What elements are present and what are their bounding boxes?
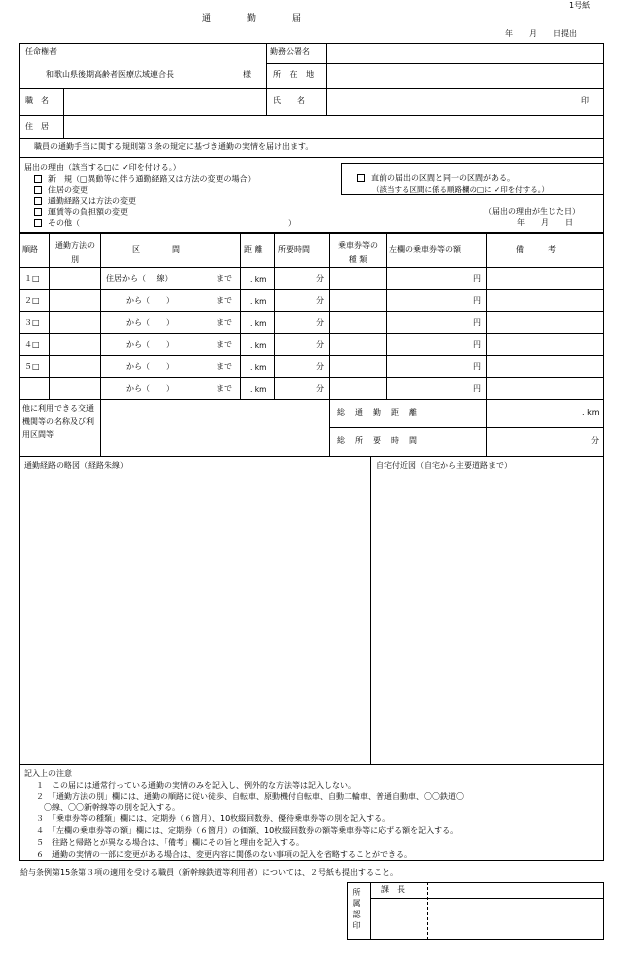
row-min: 分 — [316, 318, 324, 327]
row-yen: 円 — [473, 340, 481, 349]
total-time-unit: 分 — [591, 436, 599, 445]
row-from: から（ ） — [126, 296, 174, 305]
submission-date: 年 月 日提出 — [505, 29, 577, 38]
notes-heading: 記入上の注意 — [24, 769, 72, 778]
position-label: 職 名 — [25, 96, 49, 105]
row-to: まで — [216, 340, 232, 349]
row-order[interactable]: ５□ — [24, 362, 40, 371]
note-item: ５ 往路と帰路とが異なる場合は、「備考」欄にその旨と理由を記入する。 — [36, 838, 304, 847]
checkbox[interactable] — [34, 197, 42, 205]
row-min: 分 — [316, 274, 324, 283]
address-label: 住 居 — [25, 122, 49, 131]
checkbox[interactable] — [34, 175, 42, 183]
row-yen: 円 — [473, 362, 481, 371]
row-from: から（ ） — [126, 340, 174, 349]
office-location-label: 所 在 地 — [273, 70, 318, 79]
row-min: 分 — [316, 362, 324, 371]
row-km: . km — [250, 363, 267, 372]
header-remarks: 備 考 — [516, 245, 556, 254]
header-distance: 距 離 — [244, 245, 263, 254]
row-order[interactable]: ３□ — [24, 318, 40, 327]
home-map-label: 自宅付近図（自宅から主要道路まで） — [376, 461, 512, 470]
name-label: 氏 名 — [273, 96, 305, 105]
total-distance-label: 総 通 勤 距 離 — [337, 408, 418, 417]
note-item: ４ 「左欄の乗車券等の額」欄には、定期券（６箇月）の価額、10枚綴回数券の額等乗車券等に応ずる額を記入する。 — [36, 826, 459, 835]
row-km: . km — [250, 385, 267, 394]
row-to: まで — [216, 296, 232, 305]
route-map-label: 通勤経路の略図（経路朱線） — [24, 461, 128, 470]
row-min: 分 — [316, 340, 324, 349]
row-order[interactable]: ２□ — [24, 296, 40, 305]
total-time-label: 総 所 要 時 間 — [337, 436, 418, 445]
note-item: ３ 「乗車券等の種類」欄には、定期券（６箇月）、10枚綴回数券、優待乗車券等の別を記入する。 — [36, 814, 391, 823]
row-to: まで — [216, 274, 232, 283]
row-yen: 円 — [473, 384, 481, 393]
header-order: 順路 — [22, 245, 38, 254]
row-yen: 円 — [473, 318, 481, 327]
row-min: 分 — [316, 384, 324, 393]
note-item: １ この届には通常行っている通勤の実情のみを記入し、例外的な方法等は記入しない。 — [36, 781, 356, 790]
total-distance-unit: . km — [582, 408, 600, 417]
page-title: 通 勤 届 — [202, 14, 302, 24]
row-yen: 円 — [473, 274, 481, 283]
header-section: 区 間 — [132, 245, 180, 254]
row-km: . km — [250, 319, 267, 328]
declaration-text: 職員の通勤手当に関する規則第３条の規定に基づき通勤の実情を届け出ます。 — [34, 142, 314, 151]
appointer-honorific: 様 — [243, 70, 251, 79]
reason-item-route: 通勤経路又は方法の変更 — [34, 197, 136, 206]
reason-item-residence: 住居の変更 — [34, 186, 88, 195]
reason-item-other: その他（ ） — [34, 219, 296, 228]
header-ticket: 乗車券等の 種 類 — [338, 241, 378, 264]
note-item: ６ 通勤の実情の一部に変更がある場合は、変更内容に関係のない事項の記入を省略することができる。 — [36, 850, 412, 859]
form-number: 1号紙 — [569, 1, 591, 10]
seal-mark: 印 — [581, 96, 589, 105]
row-km: . km — [250, 297, 267, 306]
row-from: 住居から（ 線） — [106, 274, 173, 283]
row-order[interactable]: １□ — [24, 274, 40, 283]
row-from: から（ ） — [126, 384, 174, 393]
row-km: . km — [250, 275, 267, 284]
header-method: 通勤方法の 別 — [55, 241, 103, 264]
header-time: 所要時間 — [278, 245, 310, 254]
note-item: ２ 「通勤方法の別」欄には、通勤の順路に従い徒歩、自転車、原動機付自転車、自動二輪車、普通自動車、〇〇鉄道〇 — [36, 792, 464, 801]
checkbox[interactable] — [34, 186, 42, 194]
row-to: まで — [216, 384, 232, 393]
reason-item-new: 新 規（□異動等に伴う通勤経路又は方法の変更の場合） — [34, 175, 256, 184]
reason-item-fare: 運賃等の負担額の変更 — [34, 208, 128, 217]
row-yen: 円 — [473, 296, 481, 305]
office-name-label: 勤務公署名 — [270, 47, 310, 56]
header-amount: 左欄の乗車券等の額 — [389, 245, 461, 254]
row-km: . km — [250, 341, 267, 350]
row-to: まで — [216, 362, 232, 371]
appointer-name: 和歌山県後期高齢者医療広域連合長 — [46, 70, 174, 79]
row-from: から（ ） — [126, 318, 174, 327]
note-item: 〇線、〇〇新幹線等の別を記入する。 — [36, 803, 180, 812]
occurrence-label: （届出の理由が生じた日） — [484, 207, 580, 216]
checkbox[interactable] — [34, 208, 42, 216]
appointer-label: 任命権者 — [25, 47, 57, 56]
reason-same-section: 直前の届出の区間と同一の区間がある。 — [357, 174, 515, 183]
stamp-chief-label: 課 長 — [381, 885, 405, 894]
occurrence-date: 年 月 日 — [517, 218, 573, 227]
row-to: まで — [216, 318, 232, 327]
checkbox[interactable] — [34, 219, 42, 227]
stamp-side-label: 所属認印 — [352, 888, 361, 932]
reason-same-section-note: （該当する区間に係る順路欄の□に ✓印を付する。） — [372, 185, 550, 194]
row-from: から（ ） — [126, 362, 174, 371]
other-transport-label: 他に利用できる交通機関等の名称及び利用区間等 — [22, 404, 94, 439]
row-order[interactable]: ４□ — [24, 340, 40, 349]
footer-note: 給与条例第15条第３項の適用を受ける職員（新幹線鉄道等利用者）については、２号紙も提出すること。 — [20, 868, 399, 877]
checkbox[interactable] — [357, 174, 365, 182]
reason-heading: 届出の理由（該当する□に ✓印を付ける。） — [24, 163, 181, 172]
row-min: 分 — [316, 296, 324, 305]
